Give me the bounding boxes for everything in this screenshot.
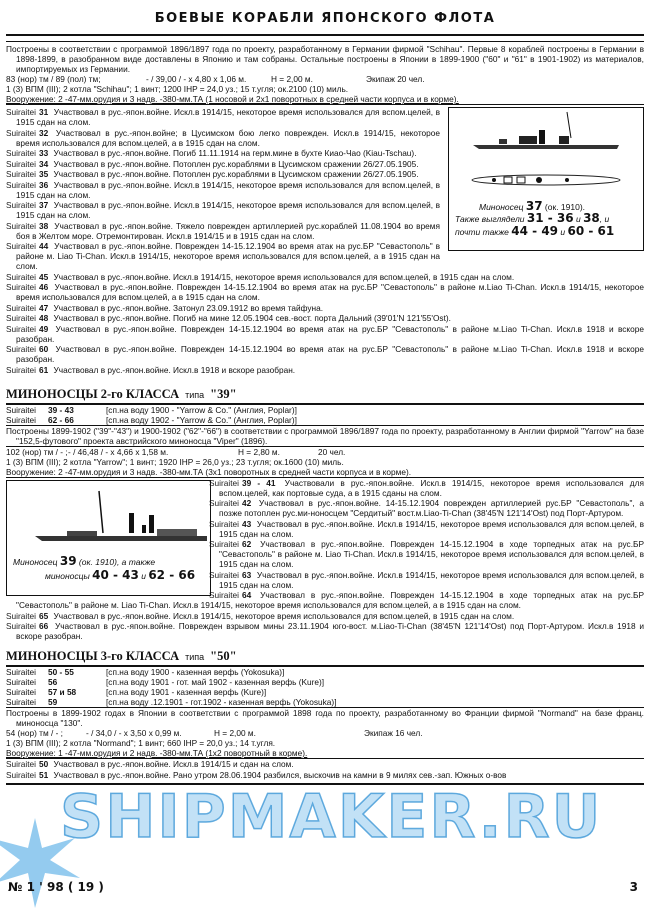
ship-history: Участвовал в рус.-япон.войне; в Цусимском бою легко поврежден. Искл.в 1914/15, некоторое время использовался для вспом.целей, а в 1915 сдан на слом.: [16, 127, 441, 148]
class2-intro: Построены 1899-1902 ("39"-"43") и 1900-1902 ("62"-"66") в соответствии с программой 1896/1897 года по проекту, разработанному в Англии фирмой "Yarrow" на базе "152,5-футового" проекта австрийского миноносца "Viper" (1896).: [6, 425, 644, 446]
ship-number: 39 - 41: [241, 477, 276, 488]
ship-number: 61: [38, 364, 49, 375]
caption-number: 60 - 61: [567, 224, 615, 238]
class1-entries: [6, 107, 644, 375]
ship-history: Участвовал в рус.-япон.войне. Искл.в 1914/15, некоторое время использовался для вспом.целей, в 1915 сдан на слом.: [219, 518, 644, 539]
ship-list-row: [6, 667, 337, 677]
ship-number: 36: [38, 179, 49, 190]
ship-history: Участвовал в рус.-япон.войне. Поврежден взрывом мины 23.11.1904 юго-вост. м.Liao-Ti-Chan (38'45'N 121'14'Ost) под Порт-Артуром. Искл.в 1918 и вскоре разобран.: [16, 621, 644, 641]
caption-number: 44 - 49: [511, 224, 559, 238]
ship-history: Участвовал в рус.-япон.войне. Поврежден 14-15.12.1904 в ходе торпедных атак на рус.БР "Севастополь" в районе м. Liao Ti-Chan. Искл.в 1914/15, некоторое время использовался для вспом.целей, а в 1915 сдан на слом.: [16, 590, 644, 610]
ship-figure-37: [448, 107, 644, 251]
ship-number: 33: [38, 148, 49, 158]
ship-number: 49: [38, 323, 49, 334]
ship-name: Suiraitei: [6, 200, 36, 210]
watermark-star-icon: [0, 818, 80, 908]
ship-name: Suiraitei: [209, 569, 239, 580]
ship-history: Участвовал в рус.-япон.войне. Погиб на мине 12.05.1904 сев.-вост. порта Дальний (39'01'N 121'55'Ost).: [53, 313, 451, 323]
ship-list-row: [6, 687, 337, 697]
ship-number: 35: [38, 169, 49, 179]
caption-text: , и: [599, 214, 610, 224]
caption-number: 40 - 43: [92, 567, 139, 582]
divider: [6, 41, 644, 42]
spec-armament: Вооружение: 2 -47-мм.орудия и 3 надв. -380-мм.ТА (1 носовой и 2x1 поворотных в средней части корпуса и в корме).: [6, 94, 459, 104]
ship-number: 38: [38, 220, 49, 231]
ship-history: Участвовал в рус.-япон.войне. Искл.в 1914/15, некоторое время использовался для вспом.целей, в 1915 сдан на слом.: [16, 200, 440, 220]
spec-displacement: 54 (нор) тм / - ;: [6, 728, 63, 738]
ship-name: Suiraitei: [6, 107, 36, 117]
ship-name: Suiraitei: [6, 271, 36, 282]
ship-name: Suiraitei: [209, 498, 239, 508]
spec-draught: H = 2,00 м.: [271, 74, 313, 84]
ship-name: Suiraitei: [6, 127, 36, 138]
ship-entry: [6, 759, 644, 769]
caption-number: 37: [525, 199, 543, 213]
type-word: типа: [185, 389, 205, 400]
class2-specs-line: [6, 447, 644, 457]
ship-history: Участвовал в рус.-япон.войне. Потоплен рус.кораблями в Цусимском сражении 26/27.05.1905.: [53, 169, 419, 179]
ship-history: Участвовал в рус.-япон.войне. Поврежден 14-15.12.1904 во время атак на рус.БР "Севастополь" в районе м.Liao Ti-Chan. Искл.в 1914/15, некоторое время использовался для вспом.целей, а в 1915 сдан на слом.: [16, 282, 644, 302]
caption-text: (ок. 1910), а также: [78, 556, 156, 567]
ship-drawing-icon: [449, 108, 642, 198]
page-footer: [8, 882, 638, 892]
ship-name: Suiraitei: [6, 667, 36, 677]
class2-entries: [6, 478, 644, 642]
ship-name: Suiraitei: [209, 590, 239, 600]
spec-machinery: 1 (3) ВПМ (III); 2 котла "Yarrow"; 1 винт; 1920 IHP = 26,0 уз.; 23 т.угля; ок.1600 (10) миль.: [6, 456, 344, 467]
class1-specs-line: [6, 74, 644, 84]
ship-history: Участвовал в рус.-япон.войне. Искл.в 1914/15, некоторое время использовался для вспом.целей, в 1915 сдан на слом.: [219, 569, 644, 590]
ship-name: Suiraitei: [6, 404, 36, 415]
ship-name: Suiraitei: [6, 759, 36, 769]
ship-number: 66: [38, 621, 49, 631]
ship-number: 59: [48, 697, 58, 707]
ship-entry: [6, 272, 644, 282]
ship-number: 47: [38, 302, 49, 313]
ship-entry: [6, 313, 644, 323]
figure-caption: [45, 569, 215, 582]
ship-history: Участвовал в рус.-япон.войне. Искл.в 1914/15, некоторое время использовался для вспом.целей, в 1915 сдан на слом.: [53, 271, 515, 282]
ship-history: Участвовал в рус.-япон.войне. Поврежден 14-15.12.1904 в ходе торпедных атак на рус.БР "Севастополь" в районе м. Liao Ti-Chan. Искл.в 1914/15, некоторое время использовался для вспом.целей, в 1915 сдан на слом.: [219, 539, 644, 569]
entry-list: [6, 759, 644, 780]
ship-history: Участвовал в рус.-япон.войне. Рано утром 28.06.1904 разбился, выскочив на камни в 9 милях сев.-зап. Южных о-вов: [53, 769, 507, 780]
spec-crew: Экипаж 16 чел.: [364, 728, 423, 738]
ship-number: 34: [38, 158, 49, 169]
caption-text: Миноносец: [479, 202, 524, 212]
spec-armament: Вооружение: 2 -47-мм.орудия и 3 надв. -380-мм.ТА (3x1 поворотных в средней части корпуса и в корме).: [6, 466, 412, 477]
caption-text: и: [560, 227, 566, 237]
spec-machinery: 1 (3) ВПМ (III); 2 котла "Schihau"; 1 винт; 1200 IHP = 24,0 уз.; 15 т.угля; ок.2100 (10) миль.: [6, 84, 349, 94]
ship-history: Участвовал в рус.-япон.войне. Искл.в 1914/15, некоторое время использовался для вспом.целей, в 1915 сдан на слом.: [16, 107, 440, 127]
page-number: 3: [629, 880, 638, 894]
ship-number: 56: [48, 677, 58, 687]
ship-name: Suiraitei: [6, 344, 36, 354]
ship-name: Suiraitei: [6, 769, 36, 780]
ship-history: Участвовал в рус.-япон.войне. Поврежден 14-15.12.1904 во время атак на рус.БР "Севастополь" в районе м. Liao Ti-Chan. Искл.в 1914/15, некоторое время использовался для вспом.целей, а в 1915 сдан на слом.: [16, 241, 440, 271]
ship-name: Suiraitei: [6, 610, 36, 621]
ship-name: Suiraitei: [6, 697, 36, 707]
ship-list-row: [6, 415, 297, 425]
spec-dimensions: - / 39,00 / - x 4,80 x 1,06 м.: [146, 74, 247, 84]
figure-caption: [13, 555, 213, 568]
ship-number: 50: [38, 759, 49, 769]
ship-number: 64: [241, 590, 252, 600]
ship-entry: [6, 324, 644, 344]
spec-draught: H = 2,80 м.: [238, 446, 280, 457]
caption-text: миноносцы: [45, 570, 90, 581]
launch-info: [сп.на воду 1901 - казенная верфь (Kure)]: [106, 687, 267, 697]
ship-number: 51: [38, 769, 49, 780]
caption-text: и: [141, 570, 146, 581]
ship-history: Участвовал в рус.-япон.войне. Искл.в 1914/15 и сдан на слом.: [53, 759, 294, 769]
ship-number: 39 - 43: [48, 404, 74, 415]
ship-list-row: [6, 677, 337, 687]
ship-name: Suiraitei: [6, 313, 36, 323]
page-header: БОЕВЫЕ КОРАБЛИ ЯПОНСКОГО ФЛОТА: [154, 11, 496, 26]
type-word: типа: [185, 652, 205, 662]
ship-number: 60: [38, 344, 49, 354]
ship-entry: [6, 365, 644, 375]
ship-number: 44: [38, 241, 49, 251]
ship-history: Участвовал в рус.-япон.войне. Тяжело поврежден артиллерией рус.кораблей 11.08.1904 во время боя в Желтом море. Отремонтирован. Искл.в 1914/15 и в 1915 сдан на слом.: [16, 220, 440, 241]
ship-number: 62 - 66: [48, 414, 74, 425]
spec-crew: 20 чел.: [318, 446, 346, 457]
ship-name: Suiraitei: [6, 220, 36, 231]
ship-history: Участвовал в рус.-япон.войне. Поврежден 14-15.12.1904 во время атак на рус.БР "Севастополь" в районе м.Liao Ti-Chan. Искл.в 1918 и вскоре разобран.: [16, 344, 644, 364]
caption-text: Также выглядели: [455, 214, 525, 224]
ship-list: [6, 667, 337, 707]
watermark-logo: SHIPMAKER.RU: [60, 782, 603, 852]
ship-name: Suiraitei: [6, 158, 36, 169]
ship-entry: [6, 611, 644, 621]
ship-name: Suiraitei: [6, 323, 36, 334]
spec-dimensions: - / 46,48 / - x 4,66 x 1,58 м.: [68, 446, 169, 457]
class3-intro: Построены в 1899-1902 годах в Японии в соответствии с программой 1898 года по проекту, разработанному во Франции фирмой "Normand" на базе франц. миноносца "130".: [6, 708, 644, 728]
caption-number: 31 - 36: [526, 211, 574, 225]
caption-number: 39: [59, 553, 77, 568]
ship-number: 48: [38, 313, 49, 323]
ship-figure-39: [6, 480, 211, 596]
caption-number: 62 - 66: [148, 567, 196, 582]
spec-armament: Вооружение: 1 -47-мм.орудия и 2 надв. -380-мм.ТА (1x2 поворотный в корме).: [6, 748, 308, 758]
caption-number: 38: [583, 211, 600, 225]
caption-text: (ок. 1910).: [544, 202, 586, 212]
spec-dimensions: - / 34,0 / - x 3,50 x 0,99 м.: [86, 728, 182, 738]
ship-history: Участвовал в рус.-япон.войне. 14-15.12.1904 поврежден артиллерией рус.БР "Севастополь", а позже потоплен рус.ми-ноносцем "Сердитый" вост.м.Liao-Ti-Chan (38'45'N 121'14'Ost) под Порт-Артуром.: [219, 498, 644, 518]
ship-number: 42: [241, 498, 252, 508]
ship-number: 43: [241, 518, 252, 529]
ship-number: 46: [38, 282, 49, 292]
ship-name: Suiraitei: [6, 414, 36, 425]
launch-info: [сп.на воду 1900 - казенная верфь (Yokosuka)]: [106, 667, 285, 677]
ship-entry: [6, 303, 644, 313]
ship-history: Участвовал в рус.-япон.войне. Поврежден 14-15.12.1904 во время атак на рус.БР "Севастополь" в районе м.Liao Ti-Chan. Искл.в 1918 и вскоре разобран.: [16, 323, 644, 344]
ship-number: 63: [241, 569, 252, 580]
spec-crew: Экипаж 20 чел.: [366, 74, 425, 84]
section-heading-class3: [6, 651, 644, 665]
ship-name: Suiraitei: [6, 364, 36, 375]
ship-name: Suiraitei: [6, 677, 36, 687]
class1-intro: Построены в соответствии с программой 1896/1897 года по проекту, разработанному в Германии фирмой "Schihau". Первые 8 кораблей построены в Германии в 1898-1899, в разобранном виде доставлены в Японию и там собраны. Остальные построены в Японии в 1899-1900 ("60" и "61" в 1901-1902) из материалов, импортируемых из Германии.: [6, 44, 644, 74]
type-name: "50": [210, 649, 237, 663]
ship-history: Участвовали в рус.-япон.войне. Искл.в 1914/15, некоторое время использовался для вспом.целей, как портовые суда, а в 1915 сданы на слом.: [219, 477, 644, 498]
ship-number: 37: [38, 200, 49, 210]
ship-list-row: [6, 697, 337, 707]
launch-info: [сп.на воду 1900 - "Yarrow & Co." (Англия, Poplar)]: [106, 404, 297, 415]
spec-draught: H = 2,00 м.: [214, 728, 256, 738]
ship-entry: [6, 344, 644, 364]
section-title: МИНОНОСЦЫ 2-го КЛАССА: [6, 386, 180, 401]
class3-specs-line: [6, 728, 644, 738]
type-name: "39": [210, 386, 237, 401]
spec-displacement: 83 (нор) тм / 89 (пол) тм;: [6, 74, 101, 84]
ship-history: Участвовал в рус.-япон.войне. Погиб 11.11.1914 на герм.мине в бухте Киао-Чао (Kiau-Tschau).: [53, 148, 417, 158]
ship-entry: [6, 282, 644, 302]
issue-number: № 1 ' 98 ( 19 ): [8, 880, 104, 894]
ship-name: Suiraitei: [6, 148, 36, 158]
ship-list-row: [6, 405, 297, 415]
ship-number: 57 и 58: [48, 687, 77, 697]
ship-history: Участвовал в рус.-япон.войне. Потоплен рус.кораблями в Цусимском сражении 26/27.05.1905.: [53, 158, 419, 169]
ship-number: 50 - 55: [48, 667, 74, 677]
ship-entry: [6, 770, 644, 780]
spec-displacement: 102 (нор) тм / - ;: [6, 446, 68, 457]
ship-name: Suiraitei: [209, 539, 239, 549]
spec-machinery: 1 (3) ВПМ (III); 2 котла "Normand"; 1 винт; 660 IHP = 20,0 уз.; 14 т.угля.: [6, 738, 276, 748]
caption-text: Миноносец: [13, 556, 58, 567]
ship-number: 62: [241, 539, 252, 549]
ship-name: Suiraitei: [6, 687, 36, 697]
ship-list: [6, 405, 297, 425]
launch-info: [сп.на воду 1901 - гот. май 1902 - казенная верфь (Kure)]: [106, 677, 325, 687]
ship-entry: [6, 621, 644, 641]
caption-text: почти также: [455, 227, 509, 237]
launch-info: [сп.на воду .12.1901 - гот.1902 - казенная верфь (Yokosuka)]: [106, 697, 337, 707]
ship-name: Suiraitei: [6, 169, 36, 179]
ship-name: Suiraitei: [209, 477, 239, 488]
footer-rule: [6, 783, 644, 785]
ship-name: Suiraitei: [6, 179, 36, 190]
divider: [6, 104, 644, 105]
caption-text: и: [575, 214, 581, 224]
ship-history: Участвовал в рус.-япон.войне. Искл.в 1914/15, некоторое время использовался для вспом.целей, в 1915 сдан на слом.: [53, 610, 515, 621]
figure-caption: [455, 225, 645, 238]
ship-history: Участвовал в рус.-япон.войне. Искл.в 1914/15, некоторое время использовался для вспом.целей, в 1915 сдан на слом.: [16, 179, 440, 200]
ship-name: Suiraitei: [6, 621, 36, 631]
launch-info: [сп.на воду 1902 - "Yarrow & Co." (Англия, Poplar)]: [106, 414, 297, 425]
ship-drawing-icon: [7, 481, 207, 551]
ship-number: 32: [38, 127, 49, 138]
ship-number: 45: [38, 271, 49, 282]
ship-history: Участвовал в рус.-япон.войне. Искл.в 1918 и вскоре разобран.: [53, 364, 296, 375]
ship-history: Участвовал в рус.-япон.войне. Затонул 23.09.1912 во время тайфуна.: [53, 302, 324, 313]
ship-name: Suiraitei: [6, 241, 36, 251]
ship-number: 65: [38, 610, 49, 621]
ship-name: Suiraitei: [6, 282, 36, 292]
section-heading-class2: [6, 386, 644, 403]
ship-name: Suiraitei: [209, 518, 239, 529]
ship-name: Suiraitei: [6, 302, 36, 313]
ship-number: 31: [38, 107, 49, 117]
page: [6, 0, 644, 785]
section-title: МИНОНОСЦЫ 3-го КЛАССА: [6, 649, 180, 663]
